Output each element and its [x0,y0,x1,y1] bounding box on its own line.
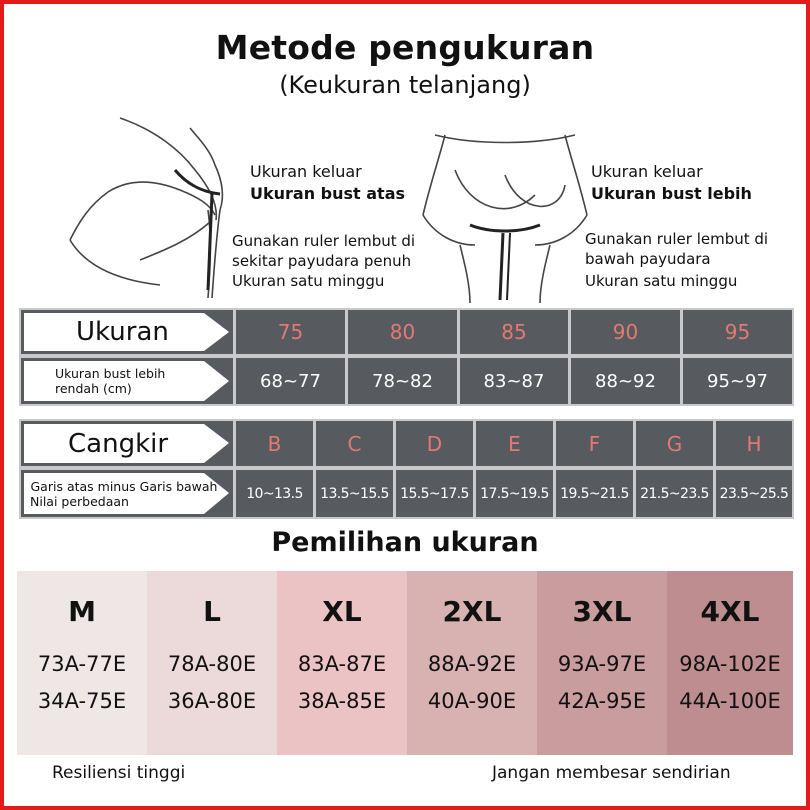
cup-header-label: Cangkir [68,428,169,459]
size-label-m: M [68,595,96,628]
right-note2: bawah payudara [585,250,711,268]
size-bra-xl: 83A-87E [297,652,387,676]
left-note2: sekitar payudara penuh [232,252,412,270]
left-note3: Ukuran satu minggu [232,272,385,290]
left-line1: Ukuran keluar [250,162,362,181]
size-bra-3xl: 93A-97E [557,652,647,676]
cup-f: F [556,421,633,466]
page-title: Metode pengukuran [215,28,595,67]
page-subtitle: (Keukuran telanjang) [279,71,531,99]
size-label-4xl: 4XL [700,595,760,628]
size-column-3xl [537,571,667,755]
footer-left-note: Resiliensi tinggi [52,763,186,783]
right-line1: Ukuran keluar [591,162,703,181]
size-column-l [147,571,277,755]
left-line2: Ukuran bust atas [250,184,406,203]
size-band-2xl: 40A-90E [427,689,517,713]
size-column-xl [277,571,407,755]
band-size-95: 95 [683,310,792,354]
cup-c: C [316,421,393,466]
cup-diff-c: 13.5~15.5 [316,470,393,517]
cup-g: G [636,421,713,466]
footer-right-note: Jangan membesar sendirian [492,763,731,783]
right-line2: Ukuran bust lebih [591,184,752,203]
band-row-label [55,362,165,400]
band-size-75: 75 [236,310,345,354]
cup-b: B [236,421,313,466]
size-label-l: L [203,595,221,628]
band-range-1: 68~77 [236,358,345,404]
selection-title: Pemilihan ukuran [271,527,539,558]
cup-diff-h: 23.5~25.5 [716,470,792,517]
size-column-m [17,571,147,755]
size-band-l: 36A-80E [167,689,257,713]
size-band-4xl: 44A-100E [679,689,781,713]
cup-row-label-line1: Garis atas minus Garis bawah [30,478,218,494]
size-bra-m: 73A-77E [37,652,127,676]
right-note1: Gunakan ruler lembut di [585,230,769,248]
band-header-label: Ukuran [76,317,169,347]
cup-row-label [24,474,224,513]
band-row-label-line2: rendah (cm) [55,381,132,396]
band-size-80: 80 [348,310,457,354]
cup-diff-d: 15.5~17.5 [396,470,473,517]
left-note1: Gunakan ruler lembut di [232,232,416,250]
band-range-2: 78~82 [348,358,457,404]
cup-diff-g: 21.5~23.5 [636,470,713,517]
cup-h: H [716,421,792,466]
cup-diff-e: 17.5~19.5 [476,470,553,517]
size-band-3xl: 42A-95E [557,689,647,713]
band-range-4: 88~92 [571,358,680,404]
cup-d: D [396,421,473,466]
size-bra-4xl: 98A-102E [679,652,781,676]
under-bust-illustration [415,115,595,305]
band-range-3: 83~87 [460,358,568,404]
band-row-label-line1: Ukuran bust lebih [55,366,166,381]
size-band-xl: 38A-85E [297,689,387,713]
size-band-m: 34A-75E [37,689,127,713]
size-column-2xl [407,571,537,755]
size-column-4xl [667,571,793,755]
right-note3: Ukuran satu minggu [585,272,738,290]
upper-bust-illustration [60,110,250,300]
cup-e: E [476,421,553,466]
size-label-3xl: 3XL [572,595,632,628]
cup-diff-b: 10~13.5 [236,470,313,517]
size-bra-2xl: 88A-92E [427,652,517,676]
size-bra-l: 78A-80E [167,652,257,676]
band-range-5: 95~97 [683,358,792,404]
band-size-90: 90 [571,310,680,354]
size-label-2xl: 2XL [442,595,502,628]
band-size-85: 85 [460,310,568,354]
cup-diff-f: 19.5~21.5 [556,470,633,517]
size-label-xl: XL [322,595,362,628]
cup-row-label-line2: Nilai perbedaan [30,493,129,509]
